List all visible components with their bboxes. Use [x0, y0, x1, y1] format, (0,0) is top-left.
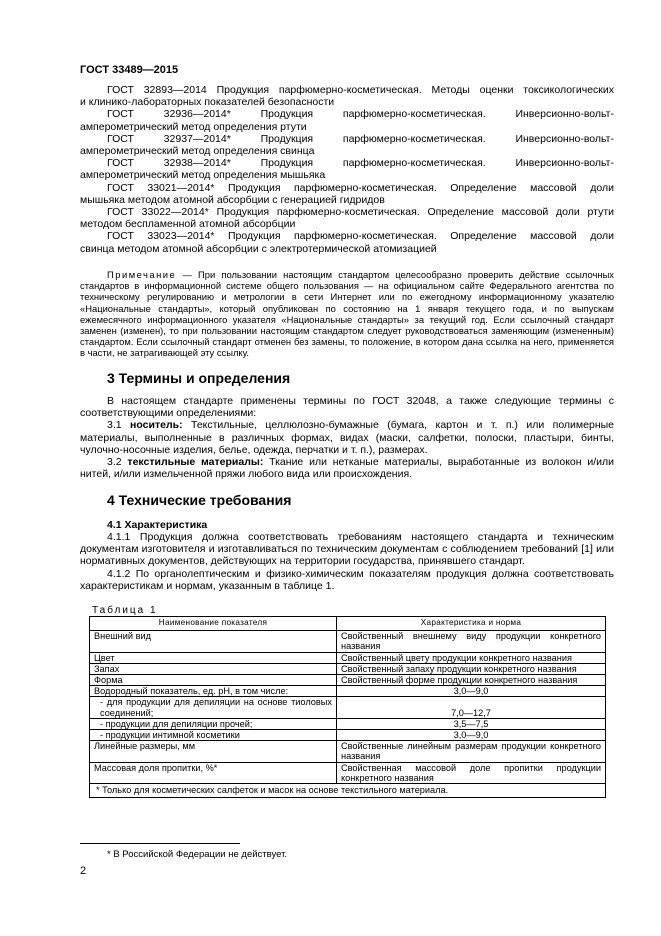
reference-item-cont: мышьяка методом атомной абсорбции с генерацией гидридов — [80, 193, 385, 206]
table-row — [90, 697, 606, 718]
section-3-body — [80, 395, 614, 480]
reference-item-cont: амперометрический метод определения свинца — [80, 145, 315, 158]
table-1 — [89, 616, 606, 798]
table-row — [90, 730, 606, 741]
table-cell: - для продукции для депиляции на основе тиоловых соединений; — [90, 697, 337, 718]
reference-item: ГОСТ 33022—2014* Продукция парфюмерно-косметическая. Определение массовой доли ртути — [107, 206, 614, 219]
reference-item-cont: амперометрический метод определения мышьяка — [80, 169, 326, 182]
section-4-title: 4 Технические требования — [107, 492, 292, 508]
table-cell: Свойственный запаху продукции конкретного названия — [337, 663, 606, 674]
reference-item: ГОСТ 33021—2014* Продукция парфюмерно-косметическая. Определение массовой доли — [107, 181, 614, 194]
document-header: ГОСТ 33489—2015 — [80, 64, 179, 76]
table-cell: Свойственный внешнему виду продукции конкретного названия — [337, 631, 606, 652]
clause-4-1-1: 4.1.1 Продукция должна соответствовать требованиям настоящего стандарта и техническим документам изготовителя и изготавливаться по техническим документам с соблюдением требований [1] или нормативных документов, действующих на территории государства, принявшего стандарт. — [80, 531, 614, 568]
table-cell: 3,0—9,0 — [337, 730, 606, 741]
reference-item: ГОСТ 32893—2014 Продукция парфюмерно-косметическая. Методы оценки токсикологических — [107, 84, 614, 96]
table-cell: Форма — [90, 675, 337, 686]
term-2-name: текстильные материалы: — [127, 456, 264, 469]
table-row — [90, 663, 606, 674]
table-cell: Внешний вид — [90, 631, 337, 652]
table-footnote-row — [90, 784, 606, 798]
section-3-title: 3 Термины и определения — [107, 370, 291, 386]
table-row — [90, 686, 606, 697]
table-row — [90, 631, 606, 652]
term-2-definition: Ткание или нетканые материалы, выработанные из волокон и/или нитей, и/или измельченной пряжи любого вида или происхождения. — [80, 456, 614, 481]
table-cell: Свойственный форме продукции конкретного названия — [337, 675, 606, 686]
table-row — [90, 762, 606, 783]
table-cell: Линейные размеры, мм — [90, 741, 337, 762]
table-caption: Таблица 1 — [92, 605, 158, 616]
table-cell: 3,5—7,5 — [337, 718, 606, 729]
table-cell: - продукции интимной косметики — [90, 730, 337, 741]
column-header: Характеристика и норма — [337, 617, 606, 631]
reference-item: ГОСТ 32936—2014* Продукция парфюмерно-косметическая. Инверсионно-вольт- — [107, 108, 614, 121]
reference-note — [80, 269, 614, 359]
note-text: — При пользовании настоящим стандартом целесообразно проверить действие ссылочных стандартов в информационной системе общего пользования — на официальном сайте Федерального агентства по техническому регулированию и метрологии в сети Интернет или по ежегодному информационному указателю «Национальные стандарты», который опубликован по состоянию на 1 января текущего года, и по выпускам ежемесячного информационного указателя «Национальные стандарты» за текущий год. Если ссылочный стандарт заменен (изменен), то при пользовании настоящим стандартом следует руководствоваться заменяющим (измененным) стандартом. Если ссылочный стандарт отменен без замены, то положение, в котором дана ссылка на него, применяется в части, не затрагивающей эту ссылку. — [80, 269, 614, 359]
table-footnote: * Только для косметических салфеток и масок на основе текстильного материала. — [90, 784, 606, 798]
column-header: Наименование показателя — [90, 617, 337, 631]
term-1-definition: Текстильные, целлюлозно-бумажные (бумага, картон и т. п.) или полимерные материалы, выполненные в различных формах, видах (маски, салфетки, полоски, пластыри, бинты, чулочно-носочные изделия, белье, одежда, перчатки и т. п.), размерах. — [80, 419, 615, 456]
term-1-name: носитель: — [130, 419, 183, 432]
table-row — [90, 718, 606, 729]
term-1 — [80, 419, 614, 456]
section-3-intro: В настоящем стандарте применены термины по ГОСТ 32048, а также следующие термины с соответствующими определениями: — [80, 395, 614, 420]
table-row — [90, 675, 606, 686]
term-2 — [80, 456, 614, 480]
footnote-divider — [80, 843, 240, 844]
page-footnote: * В Российской Федерации не действует. — [107, 849, 288, 860]
table-cell: - продукции для депиляции прочей; — [90, 718, 337, 729]
term-1-number: 3.1 — [107, 419, 122, 432]
reference-item-cont: свинца методом атомной абсорбции с электротермической атомизацией — [80, 242, 437, 255]
term-2-number: 3.2 — [107, 456, 122, 469]
reference-item-cont: методом беспламенной атомной абсорбции — [80, 218, 296, 231]
page-number: 2 — [80, 865, 87, 877]
reference-item: ГОСТ 32938—2014* Продукция парфюмерно-косметическая. Инверсионно-вольт- — [107, 157, 614, 170]
table-row — [90, 652, 606, 663]
reference-item: ГОСТ 32937—2014* Продукция парфюмерно-косметическая. Инверсионно-вольт- — [107, 132, 614, 145]
table-row — [90, 741, 606, 762]
subsection-4-1-title: 4.1 Характеристика — [107, 519, 208, 531]
table-cell: Запах — [90, 663, 337, 674]
table-cell: Свойственный цвету продукции конкретного названия — [337, 652, 606, 663]
table-cell: Свойственные линейным размерам продукции конкретного названия — [337, 741, 606, 762]
clause-4-1-2: 4.1.2 По органолептическим и физико-химическим показателям продукция должна соответствовать характеристикам и нормам, указанным в таблице 1. — [80, 567, 614, 592]
table-cell: 3,0—9,0 — [337, 686, 606, 697]
table-cell: Водородный показатель, ед. рН, в том числе: — [90, 686, 337, 697]
table-cell: Свойственная массовой доле пропитки продукции конкретного названия — [337, 762, 606, 783]
table-cell: Массовая доля пропитки, %* — [90, 762, 337, 783]
references-list — [80, 84, 614, 255]
table-cell: Цвет — [90, 652, 337, 663]
table-cell: 7,0—12,7 — [337, 697, 606, 718]
table-header-row — [90, 617, 606, 631]
reference-item: ГОСТ 33023—2014* Продукция парфюмерно-косметическая. Определение массовой доли — [107, 230, 614, 243]
note-label: Примечание — [107, 269, 177, 280]
reference-item-cont: амперометрический метод определения ртути — [80, 120, 307, 133]
reference-item-cont: и клинико-лабораторных показателей безопасности — [80, 96, 335, 109]
section-4-body — [80, 519, 614, 592]
